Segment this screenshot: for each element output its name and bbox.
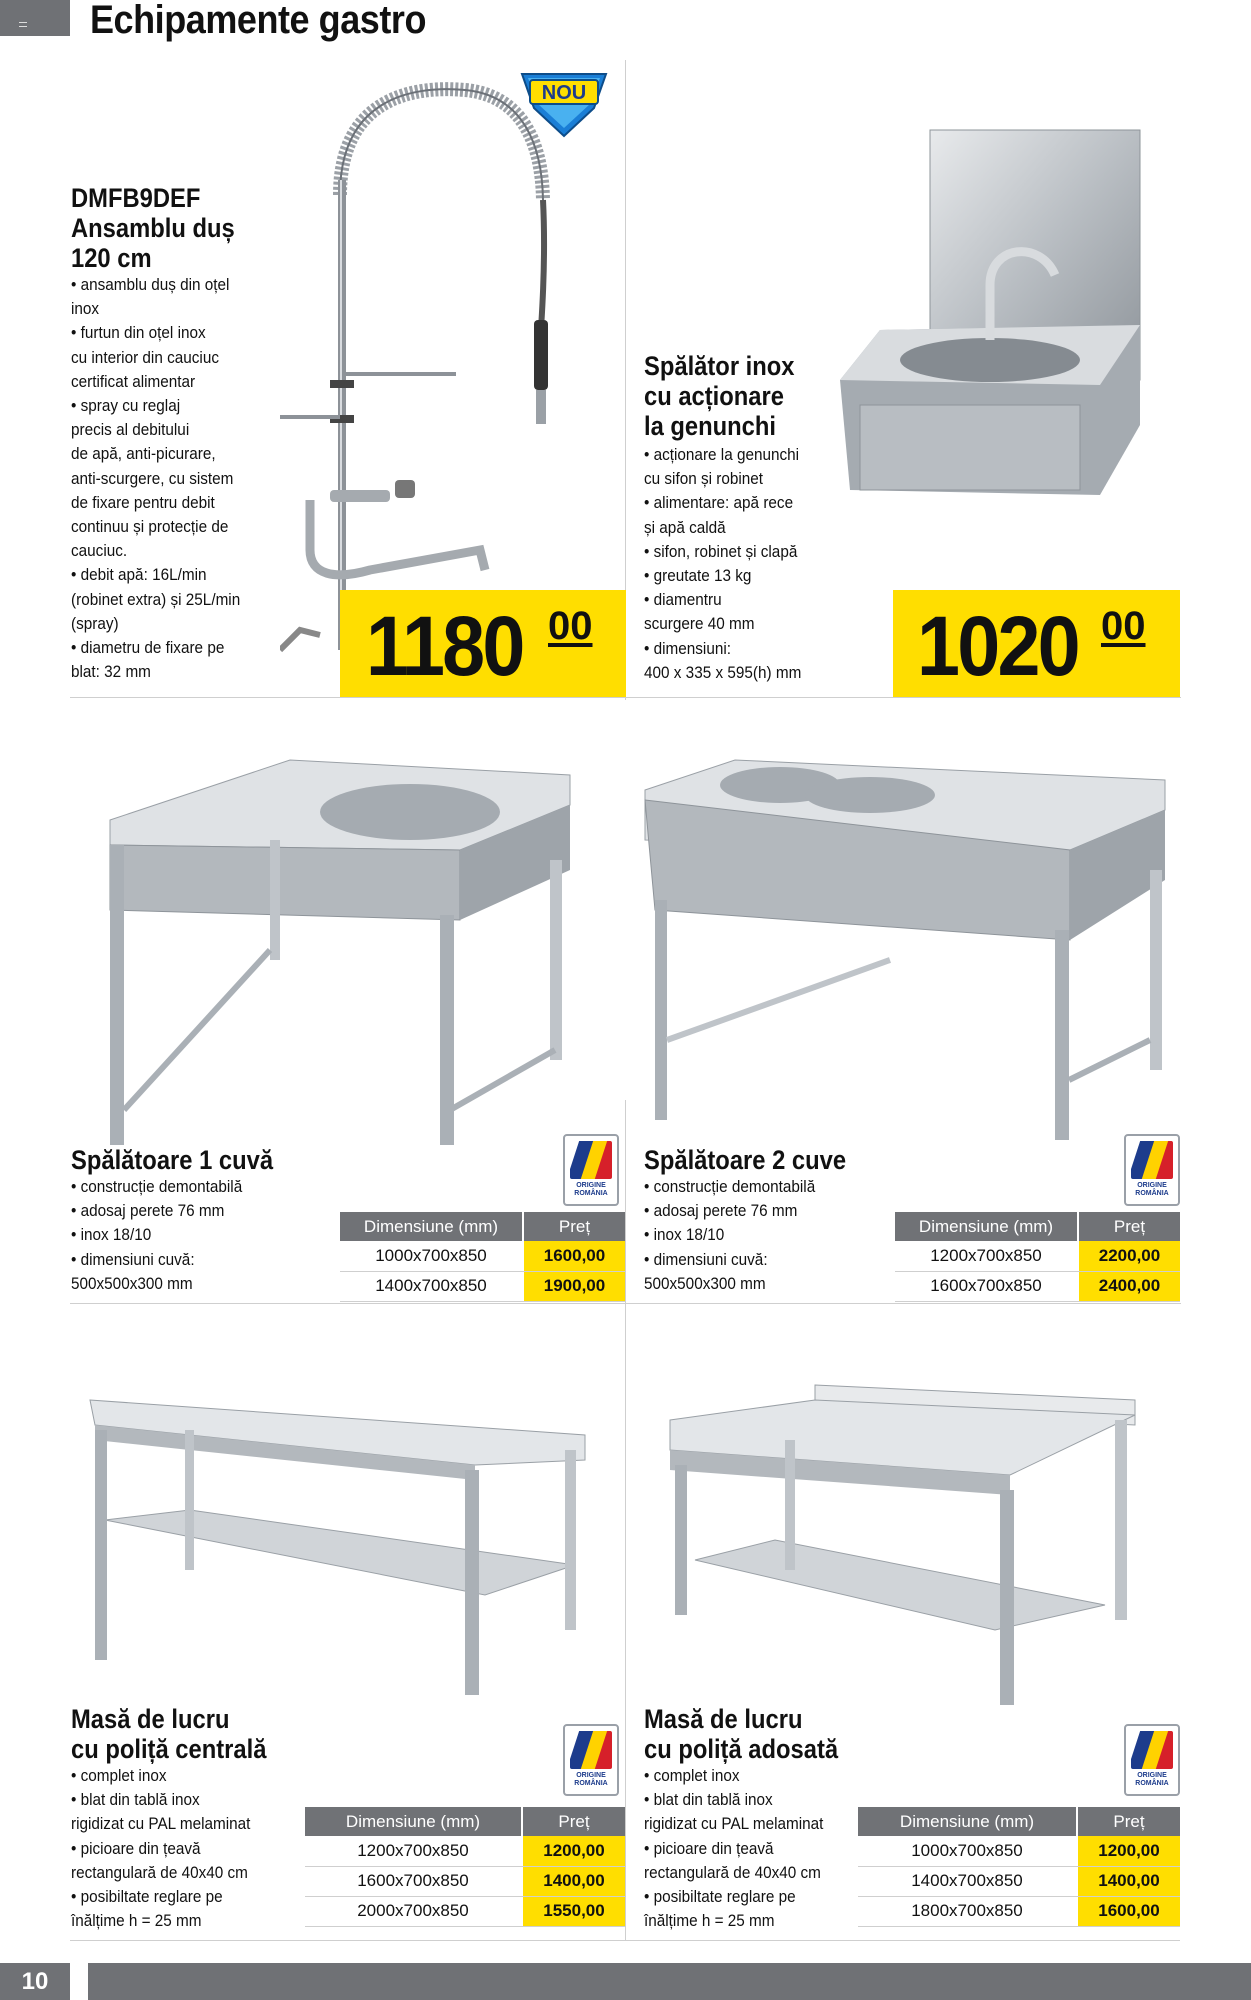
spec-item: • posibiltate reglare pe înălțime h = 25 mm [644,1887,796,1931]
row-divider [70,1303,625,1304]
sink-two-basins-image [640,740,1170,1150]
table-row [305,1866,625,1896]
table-cell-dimension: 1200x700x850 [305,1836,521,1866]
table-row [305,1896,625,1926]
spec-item: • construcție demontabilă [644,1177,816,1196]
table-header-dimension: Dimensiune (mm) [895,1212,1077,1241]
spec-item: • posibiltate reglare pe înălțime h = 25 mm [71,1887,223,1931]
origine-romania-label: ORIGINE ROMÂNIA [574,1772,608,1787]
spec-item: • dimensiuni cuvă: 500x500x300 mm [71,1249,195,1293]
table-cell-price: 1200,00 [1078,1836,1180,1866]
price-integer: 1020 [917,599,1078,693]
table-row [340,1271,625,1301]
table-header-price: Preț [1078,1807,1180,1836]
product-title-line: cu poliță adosată [644,1734,839,1764]
product-title-line: Spălătoare 2 cuve [644,1145,847,1175]
price-table [895,1212,1180,1302]
product-code: DMFB9DEF [71,183,201,213]
table-cell-price: 1400,00 [523,1866,625,1896]
price-box [893,590,1180,697]
row-divider [626,1303,1181,1304]
spec-item: • debit apă: 16L/min (robinet extra) și 25L/min (spray) [71,565,241,633]
product-title-line: Spălător inox [644,351,795,381]
spec-item: • dimensiuni cuvă: 500x500x300 mm [644,1249,768,1293]
spec-item: • inox 18/10 [644,1225,725,1245]
table-row [858,1836,1180,1866]
spec-item: • diametru de fixare pe blat: 32 mm [71,638,225,682]
origine-romania-badge [1124,1134,1180,1206]
table-header-row [340,1212,625,1241]
row-divider [626,697,1181,698]
table-header-price: Preț [524,1212,625,1241]
table-header-price: Preț [1079,1212,1180,1241]
page-title: Echipamente gastro [90,0,426,42]
spec-item: • adosaj perete 76 mm [71,1201,225,1221]
column-divider [625,1100,626,1940]
origine-romania-label: ORIGINE ROMÂNIA [574,1182,608,1197]
table-header-row [305,1807,625,1836]
product-title-line: cu acționare [644,381,784,411]
table-cell-dimension: 1000x700x850 [340,1241,522,1271]
footer-bar [88,1963,1251,2000]
knee-sink-image [840,125,1180,545]
spec-item: • acționare la genunchi cu sifon și robinet [644,445,800,489]
menu-icon [19,22,27,27]
table-row [895,1241,1180,1271]
table-header-dimension: Dimensiune (mm) [340,1212,522,1241]
shower-faucet-image [280,70,600,670]
price-table [340,1212,625,1302]
page-number: 10 [0,1963,70,2000]
product-title [644,351,795,441]
origine-romania-label: ORIGINE ROMÂNIA [1135,1772,1169,1787]
table-cell-price: 1900,00 [524,1271,625,1301]
table-row [858,1896,1180,1926]
product-title [644,1145,846,1175]
product-title-line: Spălătoare 1 cuvă [71,1145,274,1175]
table-cell-dimension: 1000x700x850 [858,1836,1076,1866]
spec-item: • sifon, robinet și clapă [644,541,798,561]
romania-flag-icon [570,1731,612,1769]
table-cell-price: 2200,00 [1079,1241,1180,1271]
price-box [340,590,626,697]
row-divider [70,697,625,698]
table-row [340,1241,625,1271]
spec-item: • spray cu reglaj precis al debitului de apă, anti-picurare, anti-scurgere, cu sistem de fixare pentru debit continuu și protecție de cauciuc. [71,396,234,561]
spec-item: • ansamblu duș din oțel inox [71,275,230,319]
spec-item: • alimentare: apă rece și apă caldă [644,493,794,537]
row-divider [70,1940,1180,1941]
table-cell-price: 1600,00 [524,1241,625,1271]
price-table [305,1807,625,1927]
spec-item: • greutate 13 kg [644,566,752,586]
table-row [305,1836,625,1866]
menu-button[interactable] [0,0,70,36]
price-table [858,1807,1180,1927]
spec-item: • complet inox [644,1766,740,1785]
table-cell-price: 1550,00 [523,1896,625,1926]
table-row [895,1271,1180,1301]
table-cell-dimension: 2000x700x850 [305,1896,521,1926]
product-specs [644,1764,823,1933]
spec-item: • diamentru scurgere 40 mm [644,590,755,634]
spec-item: • dimensiuni: 400 x 335 x 595(h) mm [644,638,802,682]
spec-item: • inox 18/10 [71,1225,152,1245]
product-title [71,1145,273,1175]
sink-one-basin-image [100,750,580,1150]
product-title [71,183,235,273]
nou-badge [516,68,612,140]
table-cell-dimension: 1800x700x850 [858,1896,1076,1926]
product-title [644,1704,838,1764]
table-cell-price: 1200,00 [523,1836,625,1866]
spec-item: • picioare din țeavă rectangulară de 40x40 cm [644,1838,821,1882]
table-cell-dimension: 1200x700x850 [895,1241,1077,1271]
table-cell-dimension: 1400x700x850 [858,1866,1076,1896]
price-decimals: 00 [1101,604,1146,648]
spec-item: • picioare din țeavă rectangulară de 40x40 cm [71,1838,248,1882]
product-title-line: cu poliță centrală [71,1734,267,1764]
spec-item: • blat din tablă inox rigidizat cu PAL melaminat [71,1790,251,1834]
product-specs [71,1175,242,1296]
price-integer: 1180 [366,599,523,693]
price-decimals: 00 [548,604,593,648]
product-title [71,1704,266,1764]
romania-flag-icon [570,1141,612,1179]
origine-romania-badge [563,1724,619,1796]
table-cell-price: 2400,00 [1079,1271,1180,1301]
table-header-dimension: Dimensiune (mm) [305,1807,521,1836]
product-title-line: Masă de lucru [644,1704,803,1734]
table-header-dimension: Dimensiune (mm) [858,1807,1076,1836]
table-header-price: Preț [523,1807,625,1836]
work-table-central-shelf-image [85,1390,605,1700]
table-cell-dimension: 1600x700x850 [305,1866,521,1896]
product-title-line: la genunchi [644,411,777,441]
table-cell-price: 1400,00 [1078,1866,1180,1896]
spec-item: • construcție demontabilă [71,1177,243,1196]
spec-item: • adosaj perete 76 mm [644,1201,798,1221]
nou-label: NOU [541,82,587,104]
spec-item: • blat din tablă inox rigidizat cu PAL melaminat [644,1790,824,1834]
table-cell-dimension: 1600x700x850 [895,1271,1077,1301]
product-specs [71,1764,250,1933]
product-specs [71,273,240,684]
work-table-backsplash-image [665,1380,1145,1710]
table-row [858,1866,1180,1896]
origine-romania-badge [1124,1724,1180,1796]
table-header-row [858,1807,1180,1836]
product-specs [644,1175,815,1296]
spec-item: • furtun din oțel inox cu interior din cauciuc certificat alimentar [71,323,219,391]
product-specs [644,443,801,685]
origine-romania-badge [563,1134,619,1206]
romania-flag-icon [1131,1141,1173,1179]
table-header-row [895,1212,1180,1241]
table-cell-price: 1600,00 [1078,1896,1180,1926]
romania-flag-icon [1131,1731,1173,1769]
origine-romania-label: ORIGINE ROMÂNIA [1135,1182,1169,1197]
product-title-line: Ansamblu duș [71,213,235,243]
table-cell-dimension: 1400x700x850 [340,1271,522,1301]
product-title-line: 120 cm [71,243,152,273]
spec-item: • complet inox [71,1766,167,1785]
product-title-line: Masă de lucru [71,1704,230,1734]
page-header [0,0,1251,44]
